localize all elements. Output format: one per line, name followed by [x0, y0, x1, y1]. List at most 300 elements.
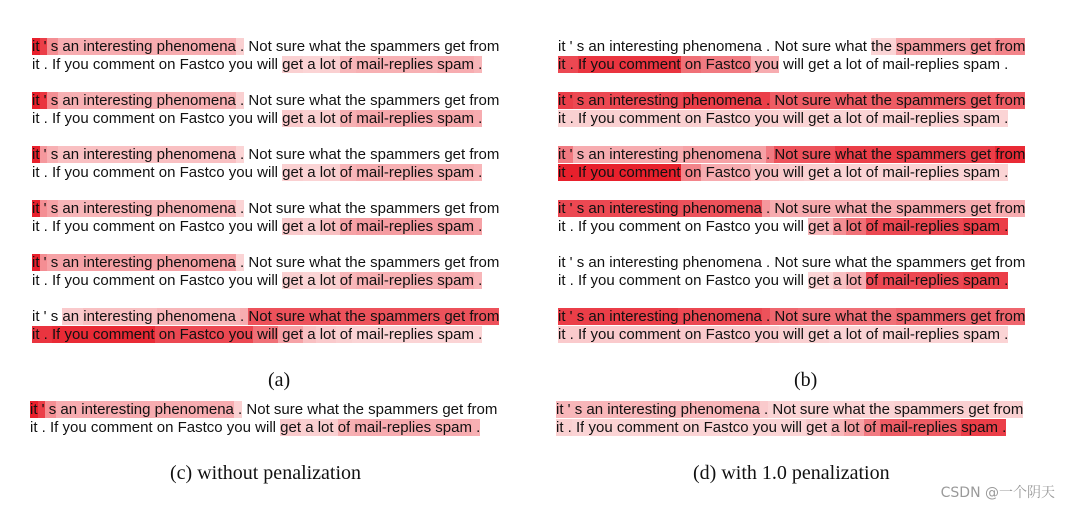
- token: from: [995, 38, 1026, 55]
- token: .: [1004, 110, 1009, 127]
- token: comment: [618, 326, 681, 343]
- token: of: [339, 218, 353, 235]
- token: will: [257, 110, 278, 127]
- token: comment: [92, 272, 155, 289]
- token: phenomena: [682, 92, 762, 109]
- token: it: [30, 401, 38, 418]
- token: you: [228, 326, 253, 343]
- token: Fastco: [703, 419, 749, 436]
- token: from: [469, 308, 500, 325]
- token: .: [478, 326, 483, 343]
- token: phenomena: [682, 254, 762, 271]
- token: mail-replies: [882, 110, 960, 127]
- token: of: [865, 164, 879, 181]
- attention-sentence-block: [558, 92, 1025, 128]
- token: get: [970, 308, 992, 325]
- token: If: [578, 56, 587, 73]
- token: ': [567, 401, 571, 418]
- token: what: [835, 200, 867, 217]
- token: comment: [618, 110, 681, 127]
- token: .: [766, 38, 771, 55]
- token: of: [339, 326, 353, 343]
- attention-sentence-block: [556, 401, 1023, 437]
- token: it: [558, 272, 566, 289]
- token: of: [865, 110, 879, 127]
- token: an: [588, 308, 606, 325]
- token: sure: [801, 38, 832, 55]
- token: s: [574, 401, 583, 418]
- token: spam: [963, 218, 1000, 235]
- token: it: [558, 254, 566, 271]
- token: sure: [801, 308, 832, 325]
- token: a: [831, 419, 840, 436]
- token: of: [337, 419, 351, 436]
- token: of: [865, 56, 879, 73]
- attention-sentence-block: [558, 200, 1025, 236]
- token: interesting: [609, 254, 679, 271]
- token: spam: [963, 326, 1000, 343]
- token: phenomena: [156, 254, 236, 271]
- token: get: [806, 419, 828, 436]
- token: interesting: [609, 308, 679, 325]
- token: Not: [774, 254, 798, 271]
- token: If: [578, 326, 587, 343]
- token: an: [588, 146, 606, 163]
- token: spam: [437, 164, 474, 181]
- token: phenomena: [156, 146, 236, 163]
- token: sure: [275, 308, 306, 325]
- panel-b-row-0-line-2: [558, 56, 1025, 74]
- token: phenomena: [682, 146, 762, 163]
- token: will: [783, 272, 804, 289]
- token: .: [766, 200, 771, 217]
- token: comment: [618, 218, 681, 235]
- panel-c-row-0-line-2: [30, 419, 497, 437]
- token: it: [30, 419, 38, 436]
- token: .: [1004, 326, 1009, 343]
- token: Fastco: [179, 326, 225, 343]
- token: Not: [248, 308, 272, 325]
- token: .: [766, 92, 771, 109]
- token: .: [478, 110, 483, 127]
- attention-sentence-block: [32, 38, 499, 74]
- token: If: [52, 272, 61, 289]
- panel-b-row-2-line-2: [558, 164, 1025, 182]
- token: lot: [319, 272, 336, 289]
- token: Not: [774, 92, 798, 109]
- token: spam: [437, 272, 474, 289]
- token: an: [62, 92, 80, 109]
- token: Not: [774, 308, 798, 325]
- token: on: [158, 56, 176, 73]
- token: you: [754, 326, 779, 343]
- token: the: [869, 401, 890, 418]
- token: the: [345, 308, 366, 325]
- token: mail-replies: [882, 272, 960, 289]
- token: on: [158, 272, 176, 289]
- token: lot: [319, 56, 336, 73]
- caption-a: (a): [268, 369, 291, 391]
- token: interesting: [83, 308, 153, 325]
- token: .: [43, 326, 48, 343]
- token: comment: [618, 164, 681, 181]
- token: get: [970, 38, 992, 55]
- panel-b-row-2-line-1: [558, 146, 1025, 164]
- token: interesting: [83, 38, 153, 55]
- token: you: [228, 110, 253, 127]
- token: will: [783, 326, 804, 343]
- token: lot: [319, 110, 336, 127]
- token: the: [345, 38, 366, 55]
- token: it: [558, 200, 566, 217]
- token: what: [835, 254, 867, 271]
- token: interesting: [609, 146, 679, 163]
- token: get: [282, 56, 304, 73]
- token: get: [444, 92, 466, 109]
- token: interesting: [609, 200, 679, 217]
- token: on: [684, 272, 702, 289]
- token: what: [309, 38, 341, 55]
- token: s: [576, 254, 585, 271]
- token: phenomena: [156, 38, 236, 55]
- token: .: [240, 146, 245, 163]
- token: phenomena: [156, 308, 236, 325]
- token: an: [62, 308, 80, 325]
- token: Not: [248, 200, 272, 217]
- token: lot: [845, 218, 862, 235]
- token: lot: [845, 164, 862, 181]
- panel-d-row-0-line-1: [556, 401, 1023, 419]
- token: phenomena: [682, 308, 762, 325]
- token: s: [576, 200, 585, 217]
- token: will: [783, 164, 804, 181]
- token: a: [833, 56, 842, 73]
- token: phenomena: [156, 92, 236, 109]
- attention-sentence-block: [558, 38, 1025, 74]
- token: it: [32, 254, 40, 271]
- token: ': [43, 308, 47, 325]
- token: mail-replies: [882, 164, 960, 181]
- token: you: [590, 110, 615, 127]
- token: it: [558, 38, 566, 55]
- token: it: [32, 38, 40, 55]
- token: mail-replies: [356, 326, 434, 343]
- token: Not: [248, 38, 272, 55]
- token: spammers: [896, 38, 967, 55]
- token: from: [469, 200, 500, 217]
- token: get: [808, 164, 830, 181]
- token: mail-replies: [882, 326, 960, 343]
- token: a: [307, 218, 316, 235]
- token: spammers: [370, 38, 441, 55]
- token: spammers: [368, 401, 439, 418]
- token: ': [569, 38, 573, 55]
- token: spammers: [896, 254, 967, 271]
- token: it: [32, 164, 40, 181]
- token: .: [240, 200, 245, 217]
- panel-a-row-4-line-1: [32, 254, 499, 272]
- token: it: [556, 419, 564, 436]
- token: spam: [963, 164, 1000, 181]
- panel-b-row-3-line-2: [558, 218, 1025, 236]
- token: mail-replies: [356, 272, 434, 289]
- token: s: [48, 401, 57, 418]
- token: comment: [618, 56, 681, 73]
- token: comment: [616, 419, 679, 436]
- token: get: [970, 146, 992, 163]
- attention-sentence-block: [32, 146, 499, 182]
- token: ': [43, 92, 47, 109]
- token: Fastco: [705, 218, 751, 235]
- token: ': [43, 38, 47, 55]
- token: spam: [961, 419, 998, 436]
- token: .: [478, 218, 483, 235]
- token: you: [752, 419, 777, 436]
- token: you: [754, 272, 779, 289]
- token: interesting: [83, 146, 153, 163]
- token: .: [41, 419, 46, 436]
- token: get: [442, 401, 464, 418]
- token: sure: [275, 146, 306, 163]
- token: from: [995, 308, 1026, 325]
- token: .: [1004, 218, 1009, 235]
- token: the: [871, 308, 892, 325]
- token: .: [478, 56, 483, 73]
- token: If: [576, 419, 585, 436]
- panel-a-row-0-line-2: [32, 56, 499, 74]
- token: of: [339, 272, 353, 289]
- token: ': [569, 200, 573, 217]
- token: you: [62, 419, 87, 436]
- token: If: [578, 164, 587, 181]
- token: .: [569, 272, 574, 289]
- token: spammers: [370, 92, 441, 109]
- token: phenomena: [154, 401, 234, 418]
- token: you: [228, 218, 253, 235]
- token: a: [305, 419, 314, 436]
- token: comment: [92, 110, 155, 127]
- token: sure: [273, 401, 304, 418]
- token: the: [343, 401, 364, 418]
- token: s: [50, 254, 59, 271]
- attention-sentence-block: [32, 254, 499, 290]
- panel-a-row-1-line-1: [32, 92, 499, 110]
- token: If: [50, 419, 59, 436]
- token: s: [576, 92, 585, 109]
- token: spammers: [370, 308, 441, 325]
- token: what: [835, 308, 867, 325]
- token: from: [469, 38, 500, 55]
- token: Fastco: [705, 56, 751, 73]
- token: what: [835, 92, 867, 109]
- panel-c-row-0-line-1: [30, 401, 497, 419]
- token: .: [43, 56, 48, 73]
- token: lot: [845, 272, 862, 289]
- token: Fastco: [179, 56, 225, 73]
- token: Fastco: [179, 110, 225, 127]
- token: it: [558, 56, 566, 73]
- token: Fastco: [705, 164, 751, 181]
- token: a: [833, 272, 842, 289]
- token: comment: [92, 218, 155, 235]
- token: .: [766, 308, 771, 325]
- token: get: [282, 164, 304, 181]
- token: s: [576, 308, 585, 325]
- token: you: [228, 56, 253, 73]
- token: you: [64, 218, 89, 235]
- panel-a-row-1-line-2: [32, 110, 499, 128]
- token: of: [863, 419, 877, 436]
- caption-c: (c) without penalization: [170, 462, 362, 484]
- token: ': [43, 200, 47, 217]
- token: .: [478, 164, 483, 181]
- panel-b-row-1-line-1: [558, 92, 1025, 110]
- token: of: [339, 110, 353, 127]
- token: the: [345, 254, 366, 271]
- token: mail-replies: [356, 110, 434, 127]
- token: you: [754, 164, 779, 181]
- token: it: [32, 146, 40, 163]
- token: it: [556, 401, 564, 418]
- token: lot: [319, 218, 336, 235]
- token: will: [257, 326, 278, 343]
- token: s: [576, 38, 585, 55]
- token: you: [228, 164, 253, 181]
- token: an: [586, 401, 604, 418]
- token: a: [307, 164, 316, 181]
- token: Not: [772, 401, 796, 418]
- token: will: [783, 110, 804, 127]
- token: comment: [90, 419, 153, 436]
- token: .: [43, 110, 48, 127]
- token: spam: [963, 272, 1000, 289]
- token: spam: [963, 56, 1000, 73]
- token: a: [307, 110, 316, 127]
- token: on: [684, 164, 702, 181]
- token: you: [64, 110, 89, 127]
- token: .: [567, 419, 572, 436]
- token: will: [255, 419, 276, 436]
- token: an: [62, 200, 80, 217]
- token: a: [307, 272, 316, 289]
- token: spammers: [896, 92, 967, 109]
- token: get: [968, 401, 990, 418]
- token: mail-replies: [882, 218, 960, 235]
- token: it: [558, 92, 566, 109]
- token: lot: [317, 419, 334, 436]
- panel-a-row-5-line-1: [32, 308, 499, 326]
- token: it: [558, 218, 566, 235]
- token: you: [64, 164, 89, 181]
- token: lot: [845, 56, 862, 73]
- token: from: [993, 401, 1024, 418]
- attention-sentence-block: [558, 146, 1025, 182]
- token: .: [1004, 164, 1009, 181]
- token: s: [50, 92, 59, 109]
- panel-b-row-5-line-2: [558, 326, 1025, 344]
- token: Not: [774, 146, 798, 163]
- token: spam: [963, 110, 1000, 127]
- token: interesting: [81, 401, 151, 418]
- panel-a-row-4-line-2: [32, 272, 499, 290]
- token: a: [833, 326, 842, 343]
- token: .: [764, 401, 769, 418]
- token: it: [32, 200, 40, 217]
- token: .: [569, 218, 574, 235]
- token: on: [684, 218, 702, 235]
- token: .: [1004, 56, 1009, 73]
- token: it: [32, 272, 40, 289]
- panel-b-row-1-line-2: [558, 110, 1025, 128]
- token: ': [569, 308, 573, 325]
- token: get: [282, 326, 304, 343]
- token: you: [228, 272, 253, 289]
- token: sure: [799, 401, 830, 418]
- token: sure: [801, 200, 832, 217]
- token: on: [684, 326, 702, 343]
- token: mail-replies: [356, 164, 434, 181]
- token: what: [835, 38, 867, 55]
- token: from: [995, 92, 1026, 109]
- token: ': [43, 146, 47, 163]
- token: will: [783, 56, 804, 73]
- token: spammers: [370, 200, 441, 217]
- token: Not: [248, 146, 272, 163]
- token: on: [158, 110, 176, 127]
- token: what: [309, 254, 341, 271]
- token: what: [833, 401, 865, 418]
- token: get: [970, 92, 992, 109]
- token: on: [684, 110, 702, 127]
- token: interesting: [609, 38, 679, 55]
- token: interesting: [83, 92, 153, 109]
- token: sure: [801, 92, 832, 109]
- token: If: [52, 56, 61, 73]
- token: comment: [92, 56, 155, 73]
- token: the: [871, 92, 892, 109]
- token: mail-replies: [882, 56, 960, 73]
- token: .: [43, 272, 48, 289]
- panel-a-row-2-line-1: [32, 146, 499, 164]
- token: If: [52, 218, 61, 235]
- token: get: [444, 200, 466, 217]
- token: Not: [248, 254, 272, 271]
- panel-a-row-0-line-1: [32, 38, 499, 56]
- token: .: [240, 92, 245, 109]
- token: the: [345, 146, 366, 163]
- token: get: [808, 326, 830, 343]
- panel-b-row-5-line-1: [558, 308, 1025, 326]
- panel-b-row-4-line-1: [558, 254, 1025, 272]
- token: phenomena: [682, 38, 762, 55]
- token: an: [588, 254, 606, 271]
- token: you: [590, 164, 615, 181]
- token: ': [569, 254, 573, 271]
- token: an: [62, 38, 80, 55]
- token: mail-replies: [356, 56, 434, 73]
- token: will: [781, 419, 802, 436]
- token: .: [240, 308, 245, 325]
- token: from: [995, 200, 1026, 217]
- token: you: [590, 272, 615, 289]
- token: you: [754, 218, 779, 235]
- token: .: [569, 110, 574, 127]
- token: of: [865, 272, 879, 289]
- token: it: [32, 56, 40, 73]
- token: what: [835, 146, 867, 163]
- token: you: [590, 56, 615, 73]
- token: an: [588, 92, 606, 109]
